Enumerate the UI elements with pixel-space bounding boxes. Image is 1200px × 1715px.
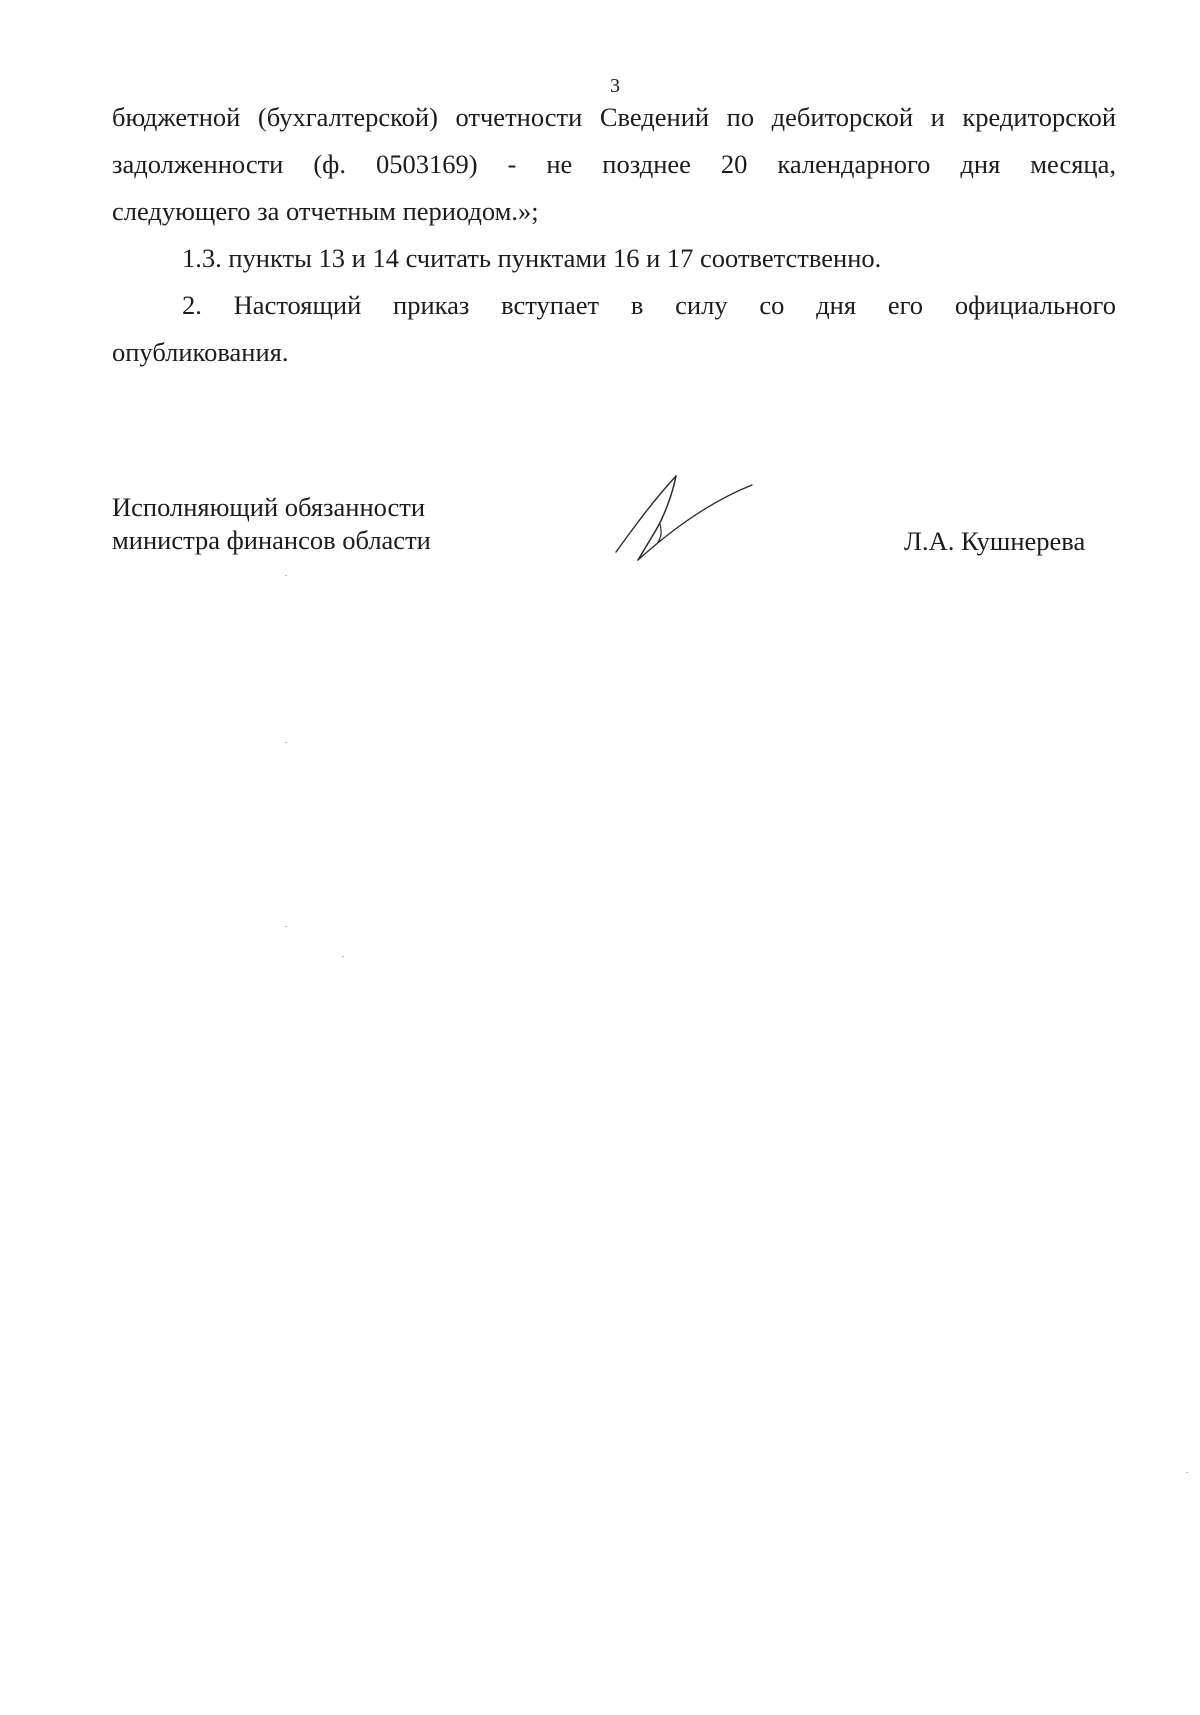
paragraph-1-line-3: следующего за отчетным периодом.»;	[112, 196, 539, 226]
signatory-position-line-2: министра финансов области	[112, 525, 431, 555]
document-body	[112, 94, 1116, 376]
signatory-position	[112, 491, 431, 557]
paragraph-1-line-2: задолженности (ф. 0503169) - не позднее 20 календарного дня месяца,	[112, 149, 1116, 179]
page-number: 3	[610, 75, 620, 97]
signatory-name: Л.А. Кушнерева	[904, 526, 1086, 556]
scan-speck	[342, 956, 344, 957]
paragraph-3-line-2: опубликования.	[112, 337, 289, 367]
scan-speck	[285, 575, 287, 576]
scan-speck	[285, 742, 287, 743]
paragraph-2-line-1: 1.3. пункты 13 и 14 считать пунктами 16 и 17 соответственно.	[182, 243, 882, 273]
scan-speck	[1186, 1472, 1188, 1473]
paragraph-3-line-1: 2. Настоящий приказ вступает в силу со дня его официального	[182, 290, 1116, 320]
paragraph-1-line-1: бюджетной (бухгалтерской) отчетности Сведений по дебиторской и кредиторской	[112, 102, 1116, 132]
scan-speck	[285, 926, 287, 927]
handwritten-signature	[614, 472, 754, 562]
signatory-position-line-1: Исполняющий обязанности	[112, 492, 426, 522]
